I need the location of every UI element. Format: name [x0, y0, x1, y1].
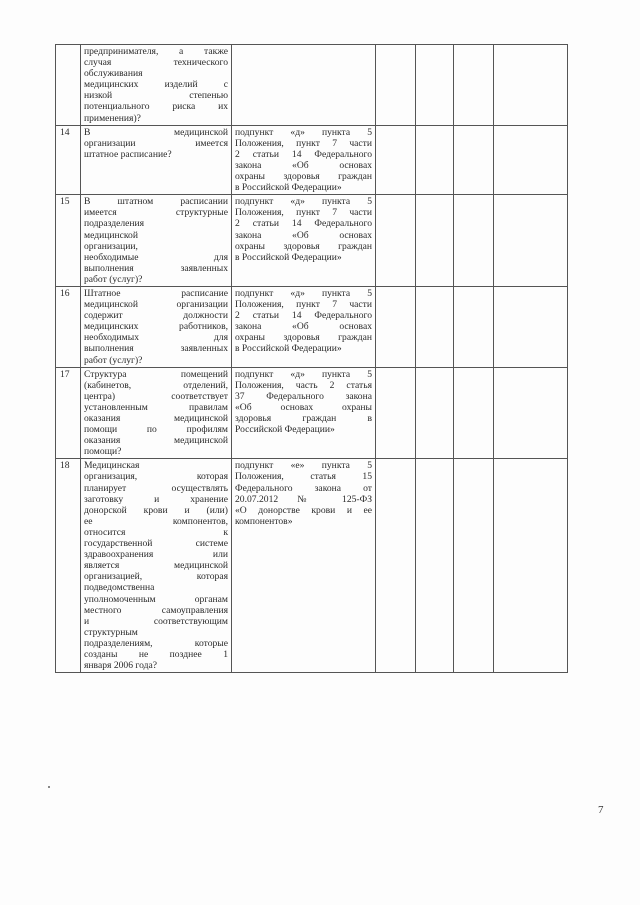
question-cell-line: медицинских работников, [84, 321, 228, 333]
question-cell-line: уполномоченным органам [84, 593, 228, 605]
question-cell-line: потенциального риска их [84, 101, 228, 113]
answer-cell [376, 125, 416, 195]
question-cell-line: имеется структурные [84, 207, 228, 219]
reference-cell-line: в Российской Федерации» [235, 251, 342, 263]
reference-cell-line: Положения, статья 15 [235, 471, 372, 483]
checklist-table [55, 44, 568, 673]
reference-cell-line: здоровья граждан в [235, 413, 372, 424]
reference-cell-line: Положения, пункт 7 части [235, 137, 372, 149]
question-cell-line: оказания медицинской [84, 435, 228, 447]
table-row [56, 459, 568, 673]
answer-cell [454, 195, 494, 287]
question-cell [81, 45, 232, 126]
question-cell-line: планирует осуществлять [84, 482, 228, 494]
row-number: 15 [56, 195, 81, 287]
question-cell [81, 459, 232, 673]
question-cell-line: донорской крови и (или) [84, 504, 228, 516]
answer-cell [454, 125, 494, 195]
answer-cell [376, 367, 416, 459]
reference-cell-line: «О донорстве крови и ее [235, 504, 372, 516]
question-cell-line: медицинской [84, 229, 138, 241]
answer-cell [494, 45, 568, 126]
question-cell-line: медицинских изделий с [84, 79, 228, 91]
question-cell [81, 286, 232, 367]
question-cell-line: обслуживания [84, 68, 143, 80]
question-cell-line: работ (услуг)? [84, 273, 143, 285]
reference-cell-line: Федерального закона от [235, 482, 372, 494]
reference-cell [232, 125, 376, 195]
question-cell-line: заготовку и хранение [84, 493, 228, 505]
reference-cell-line: Российской Федерации» [235, 424, 335, 436]
question-cell-line: организации имеется [84, 137, 228, 149]
reference-cell-line: подпункт «д» пункта 5 [235, 368, 372, 380]
reference-cell [232, 459, 376, 673]
answer-cell [454, 367, 494, 459]
answer-cell [416, 367, 454, 459]
reference-cell-line: подпункт «д» пункта 5 [235, 196, 372, 208]
question-cell-line: содержит должности [84, 310, 228, 322]
question-cell [81, 367, 232, 459]
answer-cell [416, 125, 454, 195]
table-row [56, 195, 568, 287]
question-cell-line: помощи по профилям [84, 424, 228, 436]
row-number: 16 [56, 286, 81, 367]
reference-cell-line: охраны здоровья граждан [235, 332, 372, 344]
reference-cell-line: закона «Об основах [235, 159, 372, 171]
answer-cell [494, 125, 568, 195]
reference-cell-line: закона «Об основах [235, 321, 372, 333]
answer-cell [454, 45, 494, 126]
answer-cell [416, 286, 454, 367]
question-cell-line: относится к [84, 526, 228, 538]
question-cell-line: государственной системе [84, 538, 228, 550]
question-cell-line: случая технического [84, 57, 228, 69]
reference-cell-line: «Об основах охраны [235, 401, 372, 413]
question-cell [81, 195, 232, 287]
page-number: 7 [598, 804, 604, 816]
question-cell-line: необходимые для [84, 251, 228, 263]
answer-cell [494, 367, 568, 459]
question-cell-line: помощи? [84, 446, 122, 458]
question-cell-line: медицинской организации [84, 299, 228, 311]
table-row [56, 125, 568, 195]
answer-cell [494, 459, 568, 673]
question-cell-line: центра) соответствует [84, 390, 228, 402]
table-row [56, 367, 568, 459]
answer-cell [376, 195, 416, 287]
reference-cell-line: охраны здоровья граждан [235, 171, 372, 183]
question-cell-line: и соответствующим [84, 615, 228, 627]
row-number [56, 45, 81, 126]
question-cell-line: выполнения заявленных [84, 262, 228, 274]
answer-cell [494, 195, 568, 287]
answer-cell [376, 45, 416, 126]
reference-cell-line: 2 статьи 14 Федерального [235, 310, 372, 322]
question-cell-line: работ (услуг)? [84, 354, 143, 366]
question-cell-line: штатное расписание? [84, 148, 172, 160]
scan-speck [48, 786, 50, 788]
reference-cell [232, 286, 376, 367]
reference-cell-line: Положения, пункт 7 части [235, 299, 372, 311]
question-cell-line: применения)? [84, 112, 141, 124]
reference-cell-line: 20.07.2012 № 125-ФЗ [235, 493, 372, 505]
reference-cell-line: Положения, пункт 7 части [235, 207, 372, 219]
question-cell-line: выполнения заявленных [84, 343, 228, 355]
question-cell-line: ее компонентов, [84, 515, 228, 527]
reference-cell-line: 37 Федерального закона [235, 390, 372, 402]
question-cell-line: Штатное расписание [84, 287, 228, 299]
question-cell-line: предпринимателя, а также [84, 46, 228, 57]
reference-cell-line: в Российской Федерации» [235, 182, 342, 194]
reference-cell-line: в Российской Федерации» [235, 343, 342, 355]
question-cell-line: подведомственна [84, 582, 155, 594]
question-cell-line: подразделения [84, 218, 145, 230]
answer-cell [454, 286, 494, 367]
question-cell-line: Структура помещений [84, 368, 228, 380]
question-cell-line: Медицинская [84, 460, 140, 472]
reference-cell [232, 45, 376, 126]
reference-cell [232, 195, 376, 287]
reference-cell-line: компонентов» [235, 515, 293, 527]
reference-cell-line: подпункт «д» пункта 5 [235, 126, 372, 138]
answer-cell [416, 195, 454, 287]
question-cell [81, 125, 232, 195]
reference-cell-line: 2 статьи 14 Федерального [235, 218, 372, 230]
question-cell-line: января 2006 года? [84, 660, 158, 672]
question-cell-line: подразделениям, которые [84, 637, 228, 649]
question-cell-line: здравоохранения или [84, 549, 228, 561]
question-cell-line: организация, которая [84, 471, 228, 483]
reference-cell-line: охраны здоровья граждан [235, 240, 372, 252]
reference-cell-line: Положения, часть 2 статья [235, 379, 372, 391]
question-cell-line: структурным [84, 626, 138, 638]
question-cell-line: низкой степенью [84, 90, 228, 102]
table-row [56, 45, 568, 126]
answer-cell [454, 459, 494, 673]
question-cell-line: оказания медицинской [84, 413, 228, 424]
question-cell-line: (кабинетов, отделений, [84, 379, 228, 391]
row-number: 17 [56, 367, 81, 459]
answer-cell [416, 459, 454, 673]
reference-cell-line: закона «Об основах [235, 229, 372, 241]
question-cell-line: необходимых для [84, 332, 228, 344]
reference-cell-line: подпункт «д» пункта 5 [235, 287, 372, 299]
row-number: 18 [56, 459, 81, 673]
answer-cell [416, 45, 454, 126]
answer-cell [376, 459, 416, 673]
question-cell-line: В медицинской [84, 126, 228, 138]
question-cell-line: местного самоуправления [84, 604, 228, 616]
question-cell-line: установленным правилам [84, 401, 228, 413]
reference-cell-line: 2 статьи 14 Федерального [235, 148, 372, 160]
answer-cell [494, 286, 568, 367]
question-cell-line: созданы не позднее 1 [84, 648, 228, 660]
answer-cell [376, 286, 416, 367]
row-number: 14 [56, 125, 81, 195]
reference-cell-line: подпункт «е» пункта 5 [235, 460, 372, 472]
reference-cell [232, 367, 376, 459]
table-row [56, 286, 568, 367]
question-cell-line: является медицинской [84, 560, 228, 572]
question-cell-line: В штатном расписании [84, 196, 228, 208]
question-cell-line: организацией, которая [84, 571, 228, 583]
question-cell-line: организации, [84, 240, 138, 252]
